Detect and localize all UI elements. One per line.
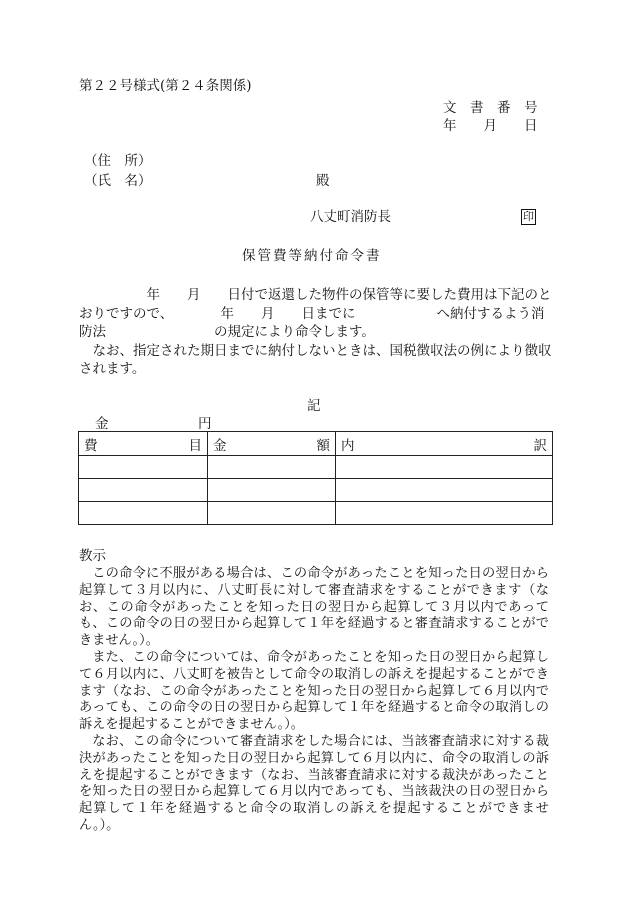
table-cell[interactable] (336, 479, 553, 502)
notice-paragraph-1: この命令に不服がある場合は、この命令があったことを知った日の翌日から起算して３月以内に、八丈町長に対して審査請求をすることができます（なお、この命令があったことを知った日の翌日から起算して３月以内であっても、この命令の日の翌日から起算して１年を経過すると審査請求することができません。）。 (79, 566, 549, 649)
honorific: 殿 (316, 173, 330, 189)
notice-paragraph-2: また、この命令については、命令があったことを知った日の翌日から起算して６月以内に、八丈町を被告として命令の取消しの訴えを提起することができます（なお、この命令があったことを知った日の翌日から起算して６月以内であっても、この命令の日の翌日から起算して１年を経過すると命令の取消しの訴えを提起することができません。）。 (79, 649, 549, 733)
seal-mark: 印 (523, 210, 534, 223)
table-cell[interactable] (336, 502, 553, 525)
body-line-4: なお、指定された期日までに納付しないときは、国税徴収法の例により徴収 (79, 343, 552, 359)
table-row (79, 456, 553, 479)
table-cell[interactable] (208, 479, 336, 502)
recipient-name-label: （氏 名） (84, 173, 152, 189)
header-amount-char-2: 額 (316, 437, 330, 454)
table-cell[interactable] (208, 502, 336, 525)
recipient-address-label: （住 所） (84, 153, 152, 169)
header-amount-char-1: 金 (213, 437, 227, 454)
form-number: 第２２号様式(第２４条関係) (79, 78, 252, 94)
body-line-3: 防法 の規定により命令します。 (79, 324, 375, 340)
fee-table (78, 431, 553, 525)
notice-heading: 教示 (79, 548, 106, 564)
issuer-name: 八丈町消防長 (310, 209, 391, 225)
fee-table-header (79, 432, 553, 456)
date-label: 年 月 日 (443, 118, 538, 134)
header-detail-char-2: 訳 (533, 437, 547, 454)
table-cell[interactable] (79, 456, 208, 479)
body-line-1: 年 月 日付で返還した物件の保管等に要した費用は下記のと (79, 287, 552, 303)
header-cell-detail (336, 432, 553, 456)
ki-heading: 記 (307, 398, 321, 414)
table-cell[interactable] (79, 479, 208, 502)
header-cell-amount (208, 432, 336, 456)
table-row (79, 479, 553, 502)
amount-unit: 円 (198, 416, 212, 432)
document-number-label: 文 書 番 号 (443, 100, 538, 116)
table-cell[interactable] (79, 502, 208, 525)
notice-paragraph-3: なお、この命令について審査請求をした場合には、当該審査請求に対する裁決があったことを知った日の翌日から起算して６月以内に、命令の取消しの訴えを提起することができます（なお、当該審査請求に対する裁決があったことを知った日の翌日から起算して６月以内であっても、当該裁決の日の翌日から起算して１年を経過すると命令の取消しの訴えを提起することができません。）。 (79, 733, 549, 833)
body-line-5: されます。 (79, 361, 146, 377)
table-row (79, 502, 553, 525)
body-line-2: おりですので、 年 月 日までに へ納付するよう消 (79, 306, 545, 322)
amount-label: 金 (95, 416, 109, 432)
document-title: 保管費等納付命令書 (242, 248, 382, 264)
header-detail-char-1: 内 (341, 437, 355, 454)
table-cell[interactable] (208, 456, 336, 479)
table-cell[interactable] (336, 456, 553, 479)
header-item-char-1: 費 (84, 437, 98, 454)
header-item-char-2: 目 (188, 437, 202, 454)
notice-body (79, 566, 549, 835)
header-cell-item (79, 432, 208, 456)
